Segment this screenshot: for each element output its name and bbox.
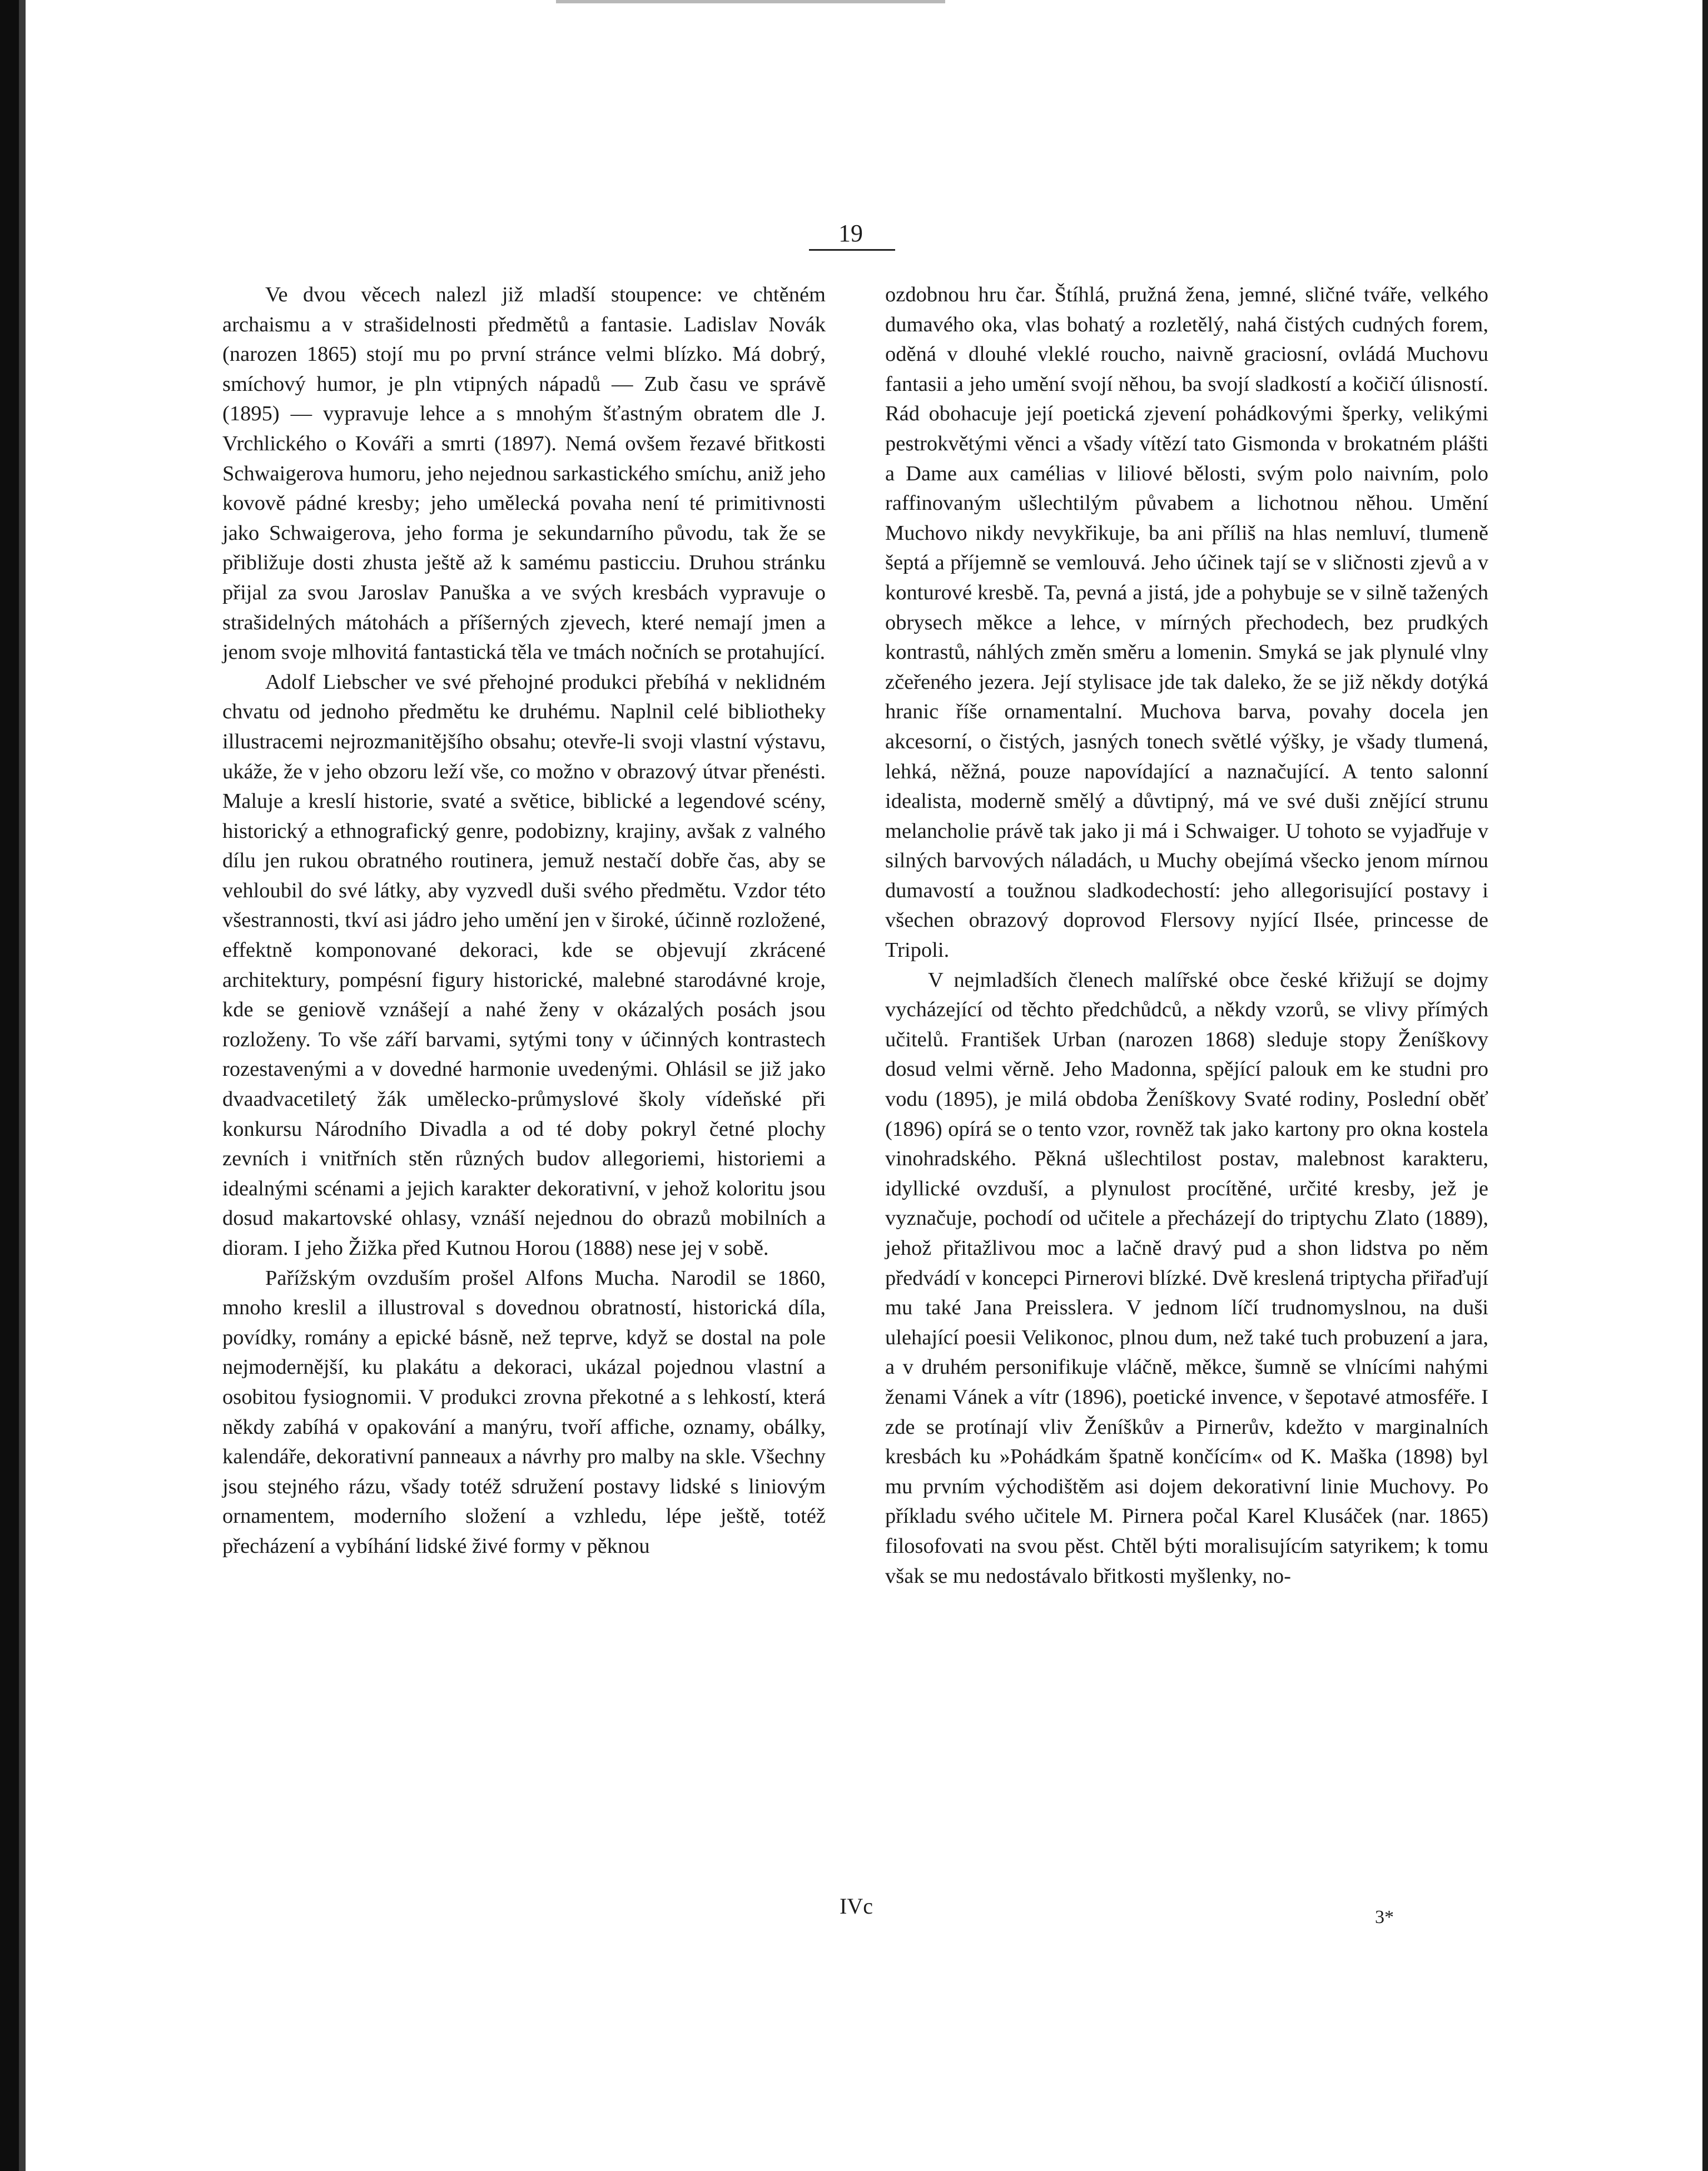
paragraph: Adolf Liebscher ve své přehojné produkci přebíhá v neklidném chvatu od jednoho předmětu ke druhému. Naplnil celé bibliotheky illustracemi nejrozmanitějšího obsahu; otevře-li svoji vlastní výstavu, ukáže, že v jeho obzoru leží vše, co možno v obrazový útvar přenésti. Maluje a kreslí historie, svaté a světice, biblické a legendové scény, historický a ethnografický genre, podobizny, krajiny, avšak z valného dílu jen rukou obratného routinera, jemuž nestačí dobře čas, aby se vehloubil do své látky, aby vyzvedl duši svého předmětu. Vzdor této všestrannosti, tkví asi jádro jeho umění jen v široké, účinně rozložené, effektně komponované dekoraci, kde se objevují zkrácené architektury, pompésní figury historické, malebné starodávné kroje, kde se geniově vznášejí a nahé ženy v okázalých posách jsou rozloženy. To vše září barvami, sytými tony v účinných kontrastech rozestavenými a v dovedné harmonie uvedenými. Ohlásil se již jako dvaadvacetiletý žák umělecko-průmyslové školy vídeňské při konkursu Národního Divadla a od té doby pokryl četné plochy zevních i vnitřních stěn různých budov allegoriemi, historiemi a idealnými scénami a jejich karakter dekorativní, v jehož koloritu jsou dosud makartovské ohlasy, vznáší nejednou do obrazů mobilních a dioram. I jeho Žižka před Kutnou Horou (1888) nese jej v sobě. (222, 670, 826, 1260)
scan-right-edge (1702, 0, 1708, 2171)
printer-signature: IVc (840, 1894, 873, 1919)
paragraph: ozdobnou hru čar. Štíhlá, pružná žena, jemné, sličné tváře, velkého dumavého oka, vlas bohatý a rozletělý, nahá čistých cudných forem, oděná v dlouhé vleklé roucho, naivně graciosní, ovládá Muchovu fantasii a jeho umění svojí něhou, ba svojí sladkostí a kočičí úlisností. Rád obohacuje její poetická zjevení pohádkovými šperky, velikými pestrokvětými věnci a všady vítězí tato Gismonda v brokatném plášti a Dame aux camélias v liliové bělosti, svým polo naivním, polo raffinovaným ušlechtilým půvabem a lichotnou něhou. Umění Muchovo nikdy nevykřikuje, ba ani příliš na hlas nemluví, tlumeně šeptá a příjemně se vemlouvá. Jeho účinek tají se v sličnosti zjevů a v konturové kresbě. Ta, pevná a jistá, jde a pohybuje se v silně tažených obrysech měkce a lehce, v mírných přechodech, bez prudkých kontrastů, náhlých změn směru a lomenin. Smyká se jak plynulé vlny zčeřeného jezera. Její stylisace jde tak daleko, že se již někdy dotýká hranic říše ornamentalní. Muchova barva, povahy docela jen akcesorní, o čistých, jasných tonech světlé výšky, je všady tlumená, lehká, něžná, pouze napovídající a naznačující. A tento salonní idealista, moderně smělý a důvtipný, má ve své duši znějící strunu melancholie právě tak jako ji má i Schwaiger. U tohoto se vyjadřuje v silných barvových náladách, u Muchy obejímá všecko jenom mírnou dumavostí a toužnou sladkodechostí: jeho allegorisující postavy i všechen obrazový doprovod Flersovy nyjící Ilsée, princesse de Tripoli. (885, 283, 1488, 962)
paragraph: V nejmladších členech malířské obce české křižují se dojmy vycházející od těchto předchůdců, a někdy vzorů, se vlivy přímých učitelů. František Urban (narozen 1868) sleduje stopy Ženíškovy dosud velmi věrně. Jeho Madonna, spějící palouk em ke studni pro vodu (1895), je milá obdoba Ženíškovy Svaté rodiny, Poslední oběť (1896) opírá se o tento vzor, rovněž tak jako kartony pro okna kostela vinohradského. Pěkná ušlechtilost postav, malebnost karakteru, idyllické ovzduší, a plynulost procítěné, určité kresby, jež je vyznačuje, pochodí od učitele a přecházejí do triptychu Zlato (1889), jehož přitažlivou moc a lačně dravý pud a shon lidstva po něm předvádí v koncepci Pirnerovi blízké. Dvě kreslená triptycha přiřaďují mu také Jana Preisslera. V jednom líčí trudnomyslnou, na duši ulehající poesii Velikonoc, plnou dum, než také tuch probuzení a jara, a v druhém personifikuje vláčně, měkce, šumně se vlnícími nahými ženami Vánek a vítr (1896), poetické invence, v šepotavé atmosféře. I zde se protínají vliv Ženíškův a Pirnerův, kdežto v marginalních kresbách ku »Pohádkám špatně končícím« od K. Maška (1898) byl mu prvním východištěm asi dojem dekorativní linie Muchovy. Po příkladu svého učitele M. Pirnera počal Karel Klusáček (nar. 1865) filosofovati na svou pěst. Chtěl býti moralisujícím satyrikem; k tomu však se mu nedostávalo břitkosti myšlenky, no- (885, 968, 1488, 1588)
scan-left-shadow (19, 0, 26, 2171)
sheet-number: 3* (1375, 1907, 1394, 1927)
left-column (222, 280, 826, 1748)
right-column (885, 280, 1488, 1748)
scan-top-edge (556, 0, 945, 3)
scan-left-edge (0, 0, 19, 2171)
page-number-rule (809, 249, 895, 251)
page-number: 19 (838, 220, 863, 247)
paragraph: Pařížským ovzduším prošel Alfons Mucha. Narodil se 1860, mnoho kreslil a illustroval s dovednou obratností, historická díla, povídky, romány a epické básně, než teprve, když se dostal na pole nejmodernější, ku plakátu a dekoraci, ukázal pojednou vlastní a osobitou fysiognomii. V produkci zrovna překotné a s lehkostí, která někdy zabíhá v opakování a manýru, tvoří affiche, oznamy, obálky, kalendáře, dekorativní panneaux a návrhy pro malby na skle. Všechny jsou stejného rázu, všady totéž sdružení postavy lidské s liniovým ornamentem, moderního složení a vzhledu, lépe ještě, totéž přecházení a vybíhání lidské živé formy v pěknou (222, 1266, 826, 1558)
paragraph: Ve dvou věcech nalezl již mladší stoupence: ve chtěném archaismu a v strašidelnosti předmětů a fantasie. Ladislav Novák (narozen 1865) stojí mu po první stránce velmi blízko. Má dobrý, smíchový humor, je pln vtipných nápadů — Zub času ve správě (1895) — vypravuje lehce a s mnohým šťastným obratem dle J. Vrchlického o Kováři a smrti (1897). Nemá ovšem řezavé břitkosti Schwaigerova humoru, jeho nejednou sarkastického smíchu, aniž jeho kovově pádné kresby; jeho umělecká povaha není té primitivnosti jako Schwaigerova, jeho forma je sekundarního původu, tak že se přibližuje dosti zhusta ještě až k samému pasticciu. Druhou stránku přijal za svou Jaroslav Panuška a ve svých kresbách vypravuje o strašidelných mátohách a příšerných zjevech, které nemají jmen a jenom svoje mlhovitá fantastická těla ve tmách nočních se protahující. (222, 283, 826, 664)
